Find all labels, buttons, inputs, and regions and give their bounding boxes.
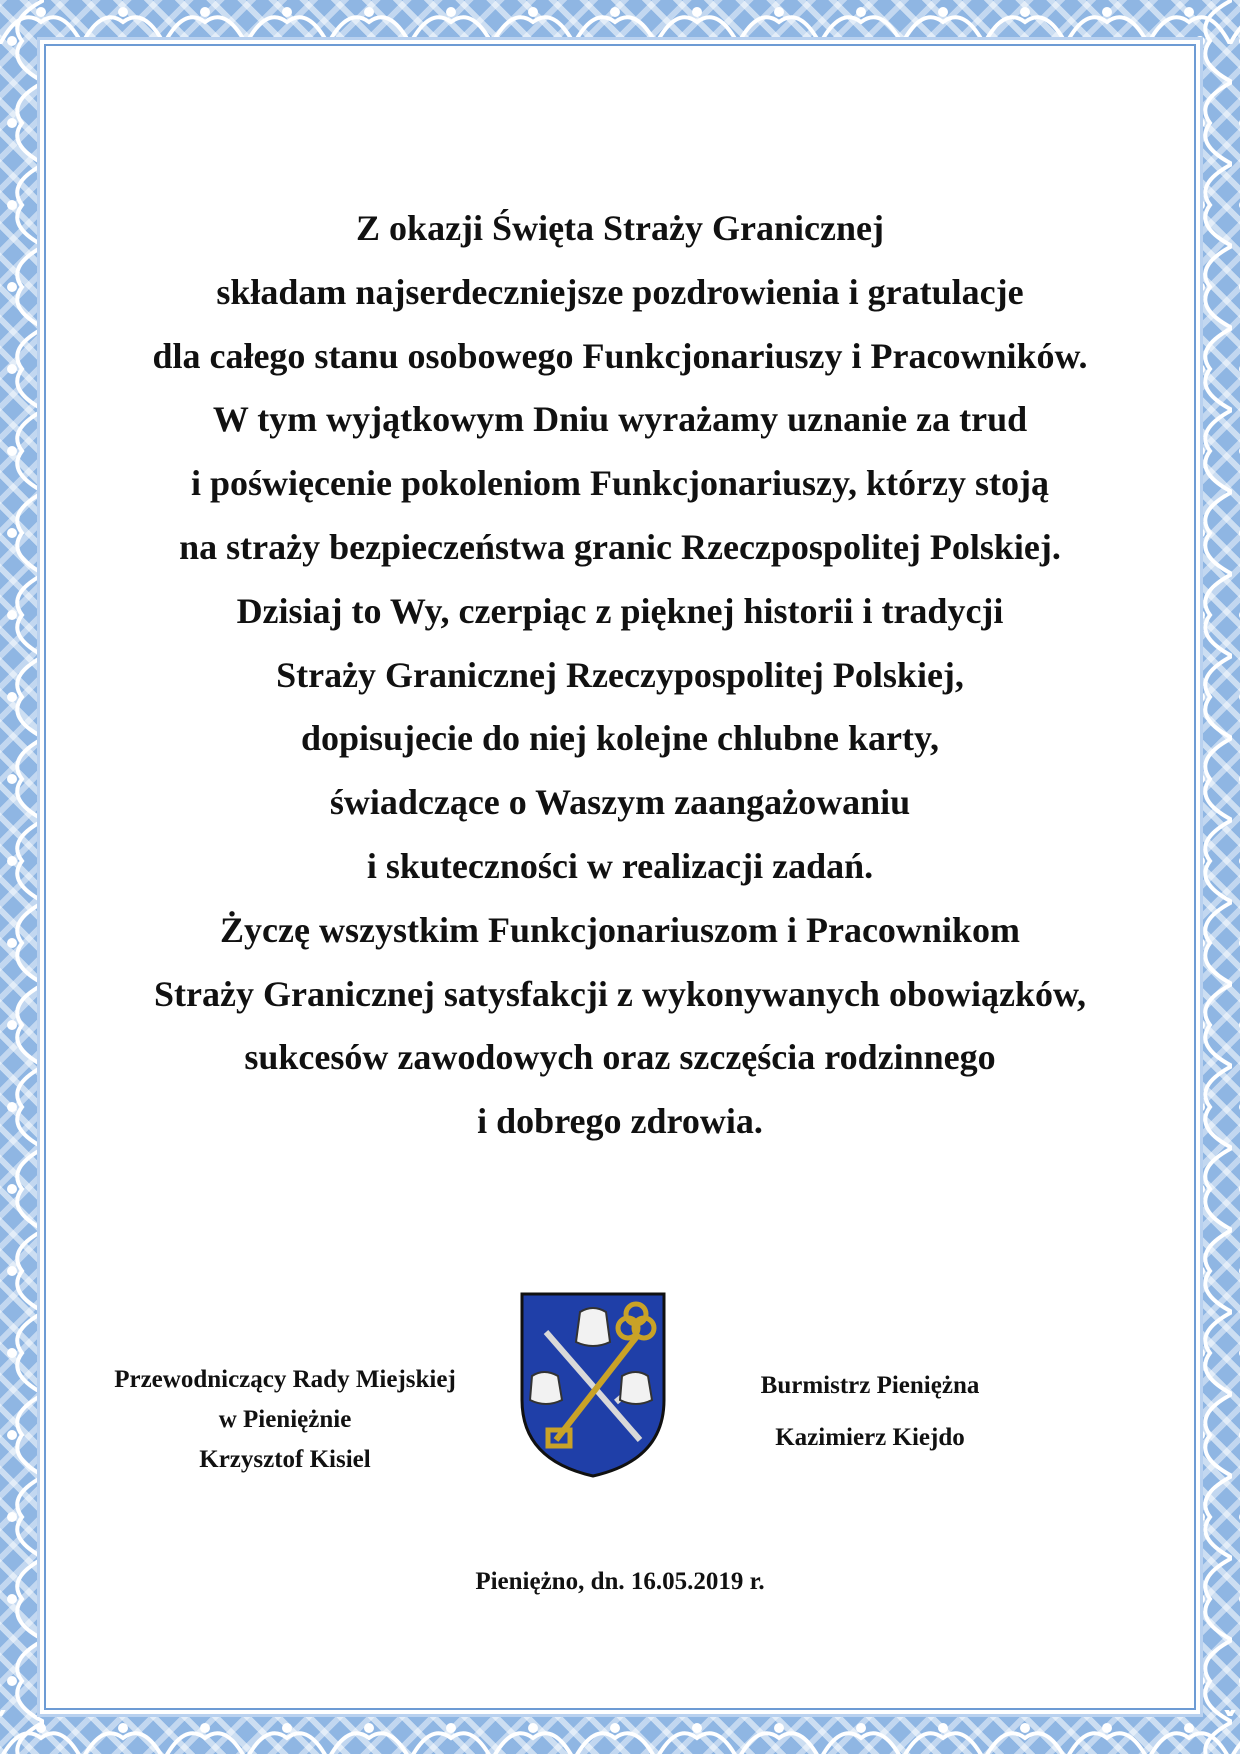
greeting-line: i skuteczności w realizacji zadań. <box>366 845 874 886</box>
coat-of-arms-icon <box>518 1290 668 1480</box>
signature-name: Krzysztof Kisiel <box>199 1446 371 1473</box>
greeting-line: Życzę wszystkim Funkcjonariuszom i Pracownikom <box>220 909 1020 950</box>
signature-title: Przewodniczący Rady Miejskiej <box>114 1366 456 1393</box>
greeting-line: świadczące o Waszym zaangażowaniu <box>329 782 911 823</box>
greeting-line: i poświęcenie pokoleniom Funkcjonariuszy, którzy stoją <box>190 463 1049 504</box>
greeting-line: na straży bezpieczeństwa granic Rzeczpospolitej Polskiej. <box>179 526 1061 567</box>
greeting-line: dla całego stanu osobowego Funkcjonariuszy i Pracowników. <box>152 335 1088 376</box>
greeting-line: sukcesów zawodowych oraz szczęścia rodzinnego <box>244 1037 996 1078</box>
signature-name: Kazimierz Kiejdo <box>775 1424 965 1451</box>
signature-title: Burmistrz Pieniężna <box>760 1372 980 1399</box>
place-and-date: Pieniężno, dn. 16.05.2019 r. <box>475 1568 765 1595</box>
signature-location: w Pieniężnie <box>218 1406 352 1433</box>
greeting-text <box>0 197 1240 1154</box>
greeting-line: dopisujecie do niej kolejne chlubne karty, <box>300 718 940 759</box>
greeting-line: W tym wyjątkowym Dniu wyrażamy uznanie za trud <box>212 399 1028 440</box>
greeting-line: Z okazji Święta Straży Granicznej <box>356 208 884 248</box>
greeting-line: składam najserdeczniejsze pozdrowienia i gratulacje <box>216 271 1024 312</box>
signature-council-chair <box>70 1360 500 1480</box>
greeting-line: Dzisiaj to Wy, czerpiąc z pięknej historii i tradycji <box>236 590 1004 631</box>
greeting-line: Straży Granicznej Rzeczypospolitej Polskiej, <box>276 654 964 695</box>
signature-mayor <box>710 1360 1030 1464</box>
greeting-line: i dobrego zdrowia. <box>477 1101 763 1142</box>
greeting-line: Straży Granicznej satysfakcji z wykonywanych obowiązków, <box>154 973 1086 1014</box>
